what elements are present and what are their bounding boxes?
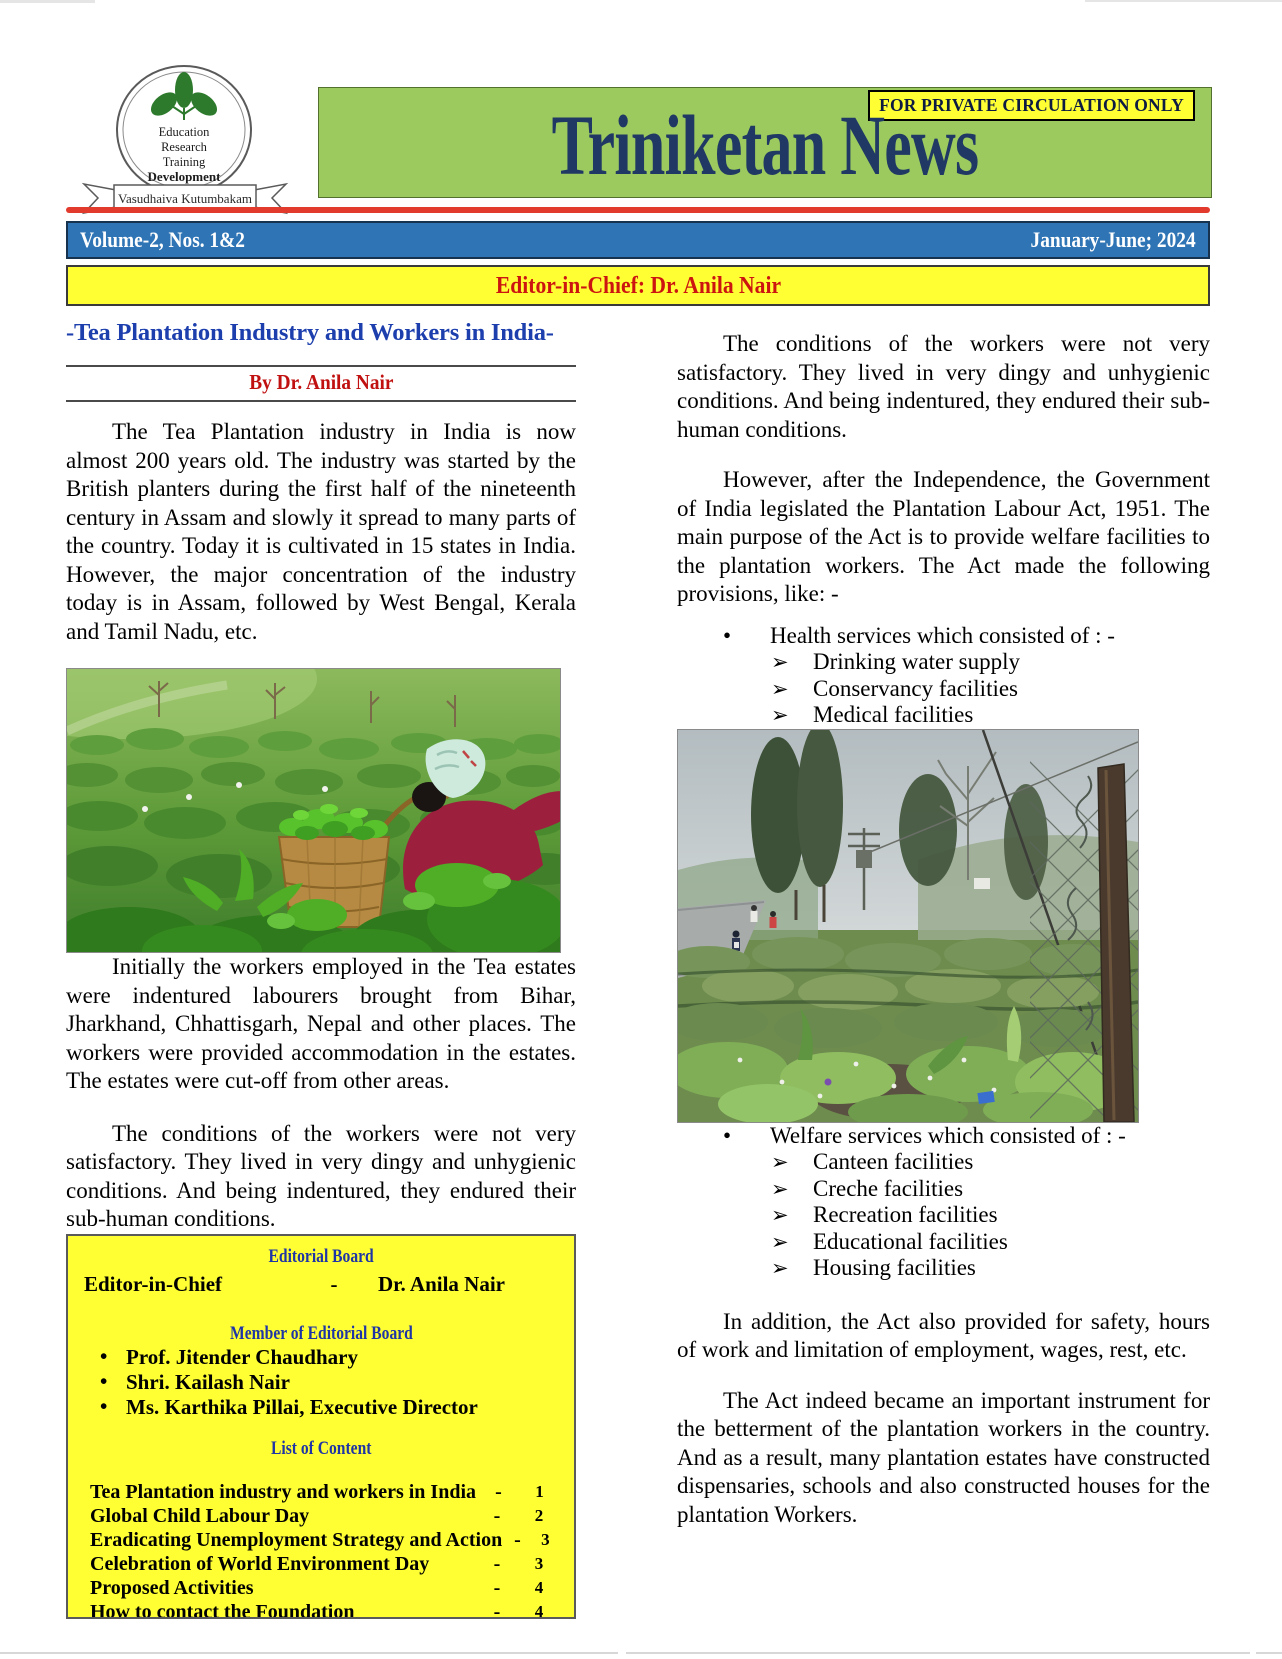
list-item xyxy=(677,1149,1210,1176)
paragraph: The Tea Plantation industry in India is now almost 200 years old. The industry was started by the British planters during the first half of the nineteenth century in Assam and slowly it spread to many parts of the country. Today it is cultivated in 15 states in India. However, the major concentration of the industry today is in Assam, followed by West Bengal, Kerala and Tamil Nadu, etc. xyxy=(66,419,576,644)
arrow-bullet-icon: ➢ xyxy=(771,650,789,674)
circulation-badge: FOR PRIVATE CIRCULATION ONLY xyxy=(868,90,1195,121)
bullet-dot-icon: • xyxy=(100,1368,108,1393)
toc-entry-title: Global Child Labour Day xyxy=(90,1504,310,1527)
page-bottom-rule xyxy=(1256,1652,1282,1654)
toc-page-number: 3 xyxy=(541,1529,550,1549)
toc-entry-title: Proposed Activities xyxy=(90,1576,254,1599)
list-item-text: Health services which consisted of : - xyxy=(770,622,1115,648)
chief-name: Dr. Anila Nair xyxy=(378,1271,505,1296)
toc-entry-title: Eradicating Unemployment Strategy and Action xyxy=(90,1528,503,1551)
byline-text: By Dr. Anila Nair xyxy=(248,370,394,394)
right-column xyxy=(677,330,1210,1529)
member-name: Shri. Kailash Nair xyxy=(126,1369,290,1394)
list-item-text: Housing facilities xyxy=(813,1255,976,1280)
welfare-services-list xyxy=(677,1123,1210,1282)
foundation-logo-graphic xyxy=(76,64,294,216)
arrow-bullet-icon: ➢ xyxy=(771,703,789,727)
editorial-board-heading xyxy=(84,1246,558,1268)
page-edge-mark xyxy=(0,0,95,3)
foundation-logo xyxy=(76,64,294,216)
members-heading xyxy=(84,1323,558,1345)
editor-bar xyxy=(66,265,1210,306)
volume-label: Volume-2, Nos. 1&2 xyxy=(80,227,245,252)
logo-text-line: Training xyxy=(162,155,206,169)
logo-text-line: Development xyxy=(147,169,221,184)
dash-separator: - xyxy=(493,1576,501,1599)
list-item-text: Recreation facilities xyxy=(813,1202,998,1227)
toc-heading xyxy=(84,1438,558,1460)
toc-row xyxy=(84,1576,558,1600)
member-item xyxy=(84,1395,558,1420)
paragraph: Initially the workers employed in the Tea estates were indentured labourers brought from Bihar, Jharkhand, Chhattisgarh, Nepal and other places. The workers were provided accommodation in the estates. The estates were cut-off from other areas. xyxy=(66,954,576,1093)
arrow-bullet-icon: ➢ xyxy=(771,1256,789,1280)
logo-motto: Vasudhaiva Kutumbakam xyxy=(118,191,252,206)
toc-page-number: 2 xyxy=(534,1505,544,1525)
bullet-dot-icon: • xyxy=(723,1122,732,1148)
list-item xyxy=(677,1123,1210,1150)
arrow-bullet-icon: ➢ xyxy=(771,1229,789,1254)
health-services-list xyxy=(677,623,1210,729)
paragraph: The conditions of the workers were not very satisfactory. They lived in very dingy and unhygienic conditions. And being indentured, they endured their sub-human conditions. xyxy=(677,331,1210,442)
dash-separator: - xyxy=(493,1552,501,1575)
arrow-bullet-icon: ➢ xyxy=(771,1176,789,1201)
red-divider-rule xyxy=(66,207,1210,213)
masthead-banner xyxy=(318,87,1212,198)
editorial-board-heading-text: Editorial Board xyxy=(268,1245,374,1267)
member-item xyxy=(84,1345,558,1370)
bullet-dot-icon: • xyxy=(100,1343,108,1368)
list-item xyxy=(677,623,1210,650)
dash-separator: - xyxy=(514,1528,521,1551)
toc-row xyxy=(84,1600,558,1619)
toc-page-number: 4 xyxy=(534,1577,544,1597)
list-item xyxy=(677,676,1210,703)
toc-page-number: 3 xyxy=(534,1553,544,1573)
volume-bar xyxy=(66,221,1210,259)
editorial-board-box xyxy=(66,1234,576,1619)
toc-row xyxy=(84,1480,558,1504)
bullet-dot-icon: • xyxy=(723,622,732,648)
toc-entry-title: Tea Plantation industry and workers in India xyxy=(90,1480,477,1503)
issue-date-label: January-June; 2024 xyxy=(1030,227,1196,252)
tea-garden-photo xyxy=(677,729,1139,1123)
member-item xyxy=(84,1370,558,1395)
logo-text-line: Research xyxy=(161,140,207,154)
toc-heading-text: List of Content xyxy=(270,1437,372,1459)
list-item xyxy=(677,1202,1210,1229)
toc-entry-title: Celebration of World Environment Day xyxy=(90,1552,430,1575)
list-item xyxy=(677,702,1210,729)
toc-entry-title: How to contact the Foundation xyxy=(90,1600,355,1619)
list-item-text: Medical facilities xyxy=(813,702,974,727)
list-item-text: Creche facilities xyxy=(813,1175,964,1201)
editor-in-chief-row xyxy=(84,1271,558,1297)
toc-row xyxy=(84,1552,558,1576)
dash-separator: - xyxy=(495,1480,502,1503)
page-bottom-rule xyxy=(626,1652,1250,1654)
editor-in-chief-label: Editor-in-Chief: Dr. Anila Nair xyxy=(495,273,781,299)
toc-page-number: 1 xyxy=(535,1481,544,1501)
dash-separator: - xyxy=(493,1600,501,1619)
paragraph: However, after the Independence, the Government of India legislated the Plantation Labour Act, 1951. The main purpose of the Act is to provide welfare facilities to the plantation workers. The Act made the following provisions, like: - xyxy=(677,467,1210,606)
toc-row xyxy=(84,1528,558,1552)
arrow-bullet-icon: ➢ xyxy=(771,676,789,701)
arrow-bullet-icon: ➢ xyxy=(771,1203,789,1227)
page-bottom-rule xyxy=(0,1652,618,1654)
newsletter-title: Triniketan News xyxy=(551,97,979,193)
list-item-text: Drinking water supply xyxy=(813,649,1020,674)
list-item xyxy=(677,1176,1210,1203)
logo-text-line: Education xyxy=(158,125,210,139)
member-name: Prof. Jitender Chaudhary xyxy=(126,1344,358,1369)
table-of-contents xyxy=(84,1480,558,1619)
dash-separator: - xyxy=(493,1504,501,1527)
arrow-bullet-icon: ➢ xyxy=(771,1150,789,1174)
list-item xyxy=(677,1255,1210,1282)
list-item xyxy=(677,1229,1210,1256)
byline xyxy=(66,365,576,402)
tea-picker-photo xyxy=(66,668,561,953)
list-item-text: Educational facilities xyxy=(813,1228,1008,1254)
list-item-text: Conservancy facilities xyxy=(813,675,1019,701)
dash-separator: - xyxy=(330,1271,338,1296)
list-item xyxy=(677,649,1210,676)
list-item-text: Canteen facilities xyxy=(813,1149,974,1174)
left-column xyxy=(66,315,576,1619)
page-edge-mark xyxy=(1085,0,1282,2)
paragraph: The Act indeed became an important instrument for the betterment of the plantation workers in the country. And as a result, many plantation estates have constructed dispensaries, schools and also constructed houses for the plantation Workers. xyxy=(677,1387,1210,1527)
member-name: Ms. Karthika Pillai, Executive Director xyxy=(126,1394,478,1419)
toc-row xyxy=(84,1504,558,1528)
chief-label: Editor-in-Chief xyxy=(84,1271,223,1296)
toc-page-number: 4 xyxy=(534,1601,544,1619)
bullet-dot-icon: • xyxy=(100,1393,108,1418)
members-heading-text: Member of Editorial Board xyxy=(229,1322,413,1344)
list-item-text: Welfare services which consisted of : - xyxy=(770,1122,1126,1148)
paragraph: The conditions of the workers were not very satisfactory. They lived in very dingy and unhygienic conditions. And being indentured, they endured their sub-human conditions. xyxy=(66,1120,576,1231)
paragraph: In addition, the Act also provided for safety, hours of work and limitation of employment, wages, rest, etc. xyxy=(677,1308,1210,1362)
article-title: -Tea Plantation Industry and Workers in India- xyxy=(66,319,554,346)
